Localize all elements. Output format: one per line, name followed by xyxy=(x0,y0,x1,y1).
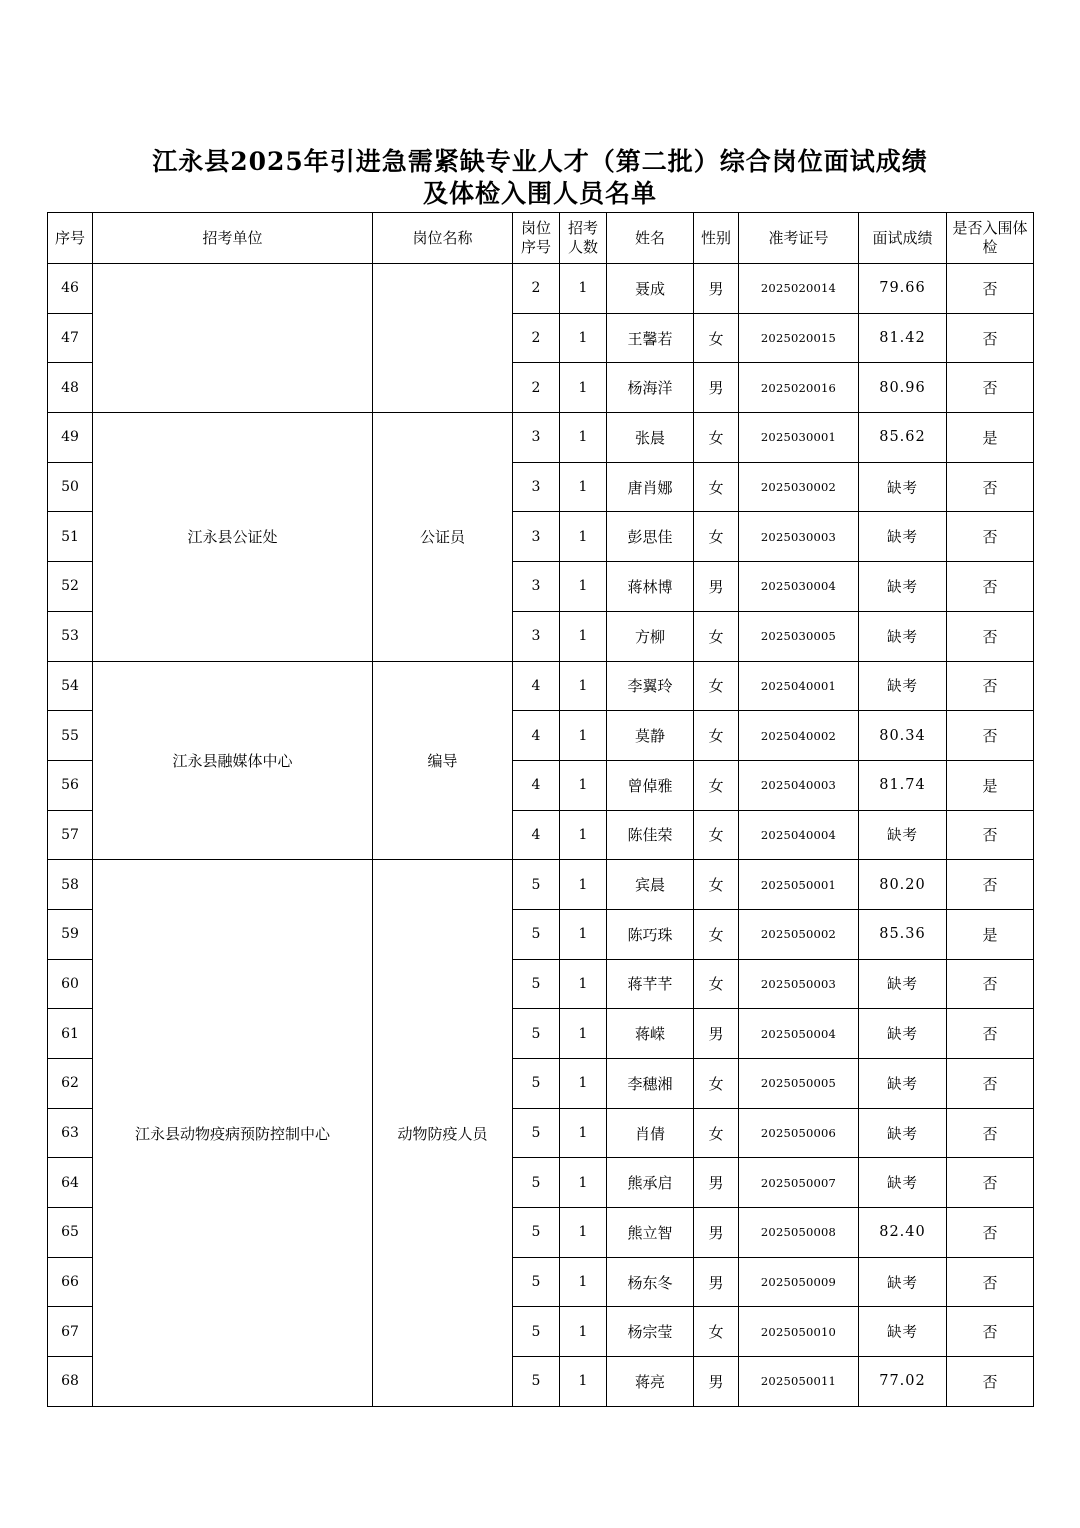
cell-position-number: 5 xyxy=(513,959,560,1009)
header-quota-line-1: 招考 xyxy=(567,219,598,237)
cell-exam-number: 2025050011 xyxy=(739,1357,859,1407)
cell-position-number: 5 xyxy=(513,1059,560,1109)
cell-shortlisted: 是 xyxy=(947,760,1034,810)
cell-gender: 女 xyxy=(694,313,739,363)
cell-seq: 56 xyxy=(48,760,93,810)
cell-position-number: 2 xyxy=(513,264,560,314)
cell-name: 曾倬雅 xyxy=(607,760,694,810)
cell-quota: 1 xyxy=(560,264,607,314)
cell-shortlisted: 否 xyxy=(947,1307,1034,1357)
cell-quota: 1 xyxy=(560,413,607,463)
cell-position xyxy=(373,264,513,413)
cell-quota: 1 xyxy=(560,1108,607,1158)
cell-quota: 1 xyxy=(560,1009,607,1059)
cell-exam-number: 2025050003 xyxy=(739,959,859,1009)
cell-exam-number: 2025040003 xyxy=(739,760,859,810)
cell-seq: 49 xyxy=(48,413,93,463)
cell-score: 缺考 xyxy=(859,611,947,661)
cell-name: 莫静 xyxy=(607,711,694,761)
cell-score: 缺考 xyxy=(859,810,947,860)
cell-shortlisted: 否 xyxy=(947,959,1034,1009)
cell-name: 肖倩 xyxy=(607,1108,694,1158)
table-row xyxy=(48,661,1034,711)
cell-unit: 江永县公证处 xyxy=(93,413,373,661)
cell-gender: 男 xyxy=(694,1357,739,1407)
cell-seq: 67 xyxy=(48,1307,93,1357)
cell-seq: 59 xyxy=(48,909,93,959)
table-body xyxy=(48,264,1034,1407)
cell-quota: 1 xyxy=(560,909,607,959)
cell-name: 陈佳荣 xyxy=(607,810,694,860)
header-unit: 招考单位 xyxy=(93,213,373,264)
header-name: 姓名 xyxy=(607,213,694,264)
cell-exam-number: 2025040002 xyxy=(739,711,859,761)
cell-exam-number: 2025030001 xyxy=(739,413,859,463)
cell-seq: 68 xyxy=(48,1357,93,1407)
cell-shortlisted: 否 xyxy=(947,313,1034,363)
cell-shortlisted: 否 xyxy=(947,711,1034,761)
cell-position-number: 3 xyxy=(513,562,560,612)
cell-score: 缺考 xyxy=(859,1108,947,1158)
cell-seq: 63 xyxy=(48,1108,93,1158)
header-shortlisted xyxy=(947,213,1034,264)
cell-name: 蒋嵘 xyxy=(607,1009,694,1059)
cell-score: 缺考 xyxy=(859,959,947,1009)
cell-gender: 女 xyxy=(694,512,739,562)
cell-score: 缺考 xyxy=(859,661,947,711)
cell-gender: 女 xyxy=(694,760,739,810)
cell-gender: 女 xyxy=(694,1307,739,1357)
cell-exam-number: 2025020015 xyxy=(739,313,859,363)
cell-seq: 51 xyxy=(48,512,93,562)
cell-gender: 男 xyxy=(694,1009,739,1059)
cell-score: 缺考 xyxy=(859,462,947,512)
cell-name: 熊立智 xyxy=(607,1208,694,1258)
cell-position: 动物防疫人员 xyxy=(373,860,513,1407)
cell-gender: 女 xyxy=(694,1108,739,1158)
cell-position-number: 4 xyxy=(513,711,560,761)
cell-score: 缺考 xyxy=(859,512,947,562)
cell-position: 公证员 xyxy=(373,413,513,661)
cell-shortlisted: 否 xyxy=(947,462,1034,512)
cell-gender: 女 xyxy=(694,1059,739,1109)
header-position: 岗位名称 xyxy=(373,213,513,264)
table-row xyxy=(48,860,1034,910)
header-position-number-line-2: 序号 xyxy=(520,238,551,256)
cell-exam-number: 2025020014 xyxy=(739,264,859,314)
cell-position-number: 5 xyxy=(513,1009,560,1059)
cell-shortlisted: 否 xyxy=(947,562,1034,612)
cell-position-number: 5 xyxy=(513,909,560,959)
cell-seq: 47 xyxy=(48,313,93,363)
cell-quota: 1 xyxy=(560,512,607,562)
cell-gender: 女 xyxy=(694,462,739,512)
table-row xyxy=(48,413,1034,463)
cell-quota: 1 xyxy=(560,810,607,860)
cell-seq: 52 xyxy=(48,562,93,612)
cell-score: 缺考 xyxy=(859,1059,947,1109)
cell-name: 蒋林博 xyxy=(607,562,694,612)
header-quota xyxy=(560,213,607,264)
cell-shortlisted: 否 xyxy=(947,860,1034,910)
cell-position-number: 4 xyxy=(513,810,560,860)
cell-gender: 女 xyxy=(694,711,739,761)
cell-quota: 1 xyxy=(560,711,607,761)
cell-gender: 男 xyxy=(694,264,739,314)
cell-gender: 女 xyxy=(694,810,739,860)
header-quota-line-2: 人数 xyxy=(567,238,598,256)
cell-score: 79.66 xyxy=(859,264,947,314)
cell-gender: 男 xyxy=(694,363,739,413)
cell-unit: 江永县融媒体中心 xyxy=(93,661,373,860)
cell-gender: 女 xyxy=(694,959,739,1009)
cell-name: 杨东冬 xyxy=(607,1257,694,1307)
header-gender: 性别 xyxy=(694,213,739,264)
cell-name: 蒋芊芊 xyxy=(607,959,694,1009)
cell-exam-number: 2025030003 xyxy=(739,512,859,562)
cell-seq: 50 xyxy=(48,462,93,512)
cell-shortlisted: 否 xyxy=(947,512,1034,562)
header-position-number-line-1: 岗位 xyxy=(520,219,551,237)
cell-exam-number: 2025020016 xyxy=(739,363,859,413)
cell-gender: 女 xyxy=(694,860,739,910)
cell-score: 缺考 xyxy=(859,1158,947,1208)
cell-quota: 1 xyxy=(560,1158,607,1208)
cell-quota: 1 xyxy=(560,1307,607,1357)
cell-gender: 女 xyxy=(694,611,739,661)
cell-name: 李翼玲 xyxy=(607,661,694,711)
cell-seq: 55 xyxy=(48,711,93,761)
cell-shortlisted: 否 xyxy=(947,264,1034,314)
cell-score: 80.96 xyxy=(859,363,947,413)
cell-exam-number: 2025050005 xyxy=(739,1059,859,1109)
cell-score: 缺考 xyxy=(859,1009,947,1059)
cell-seq: 58 xyxy=(48,860,93,910)
cell-position-number: 4 xyxy=(513,760,560,810)
cell-name: 蒋亮 xyxy=(607,1357,694,1407)
cell-quota: 1 xyxy=(560,1257,607,1307)
cell-name: 熊承启 xyxy=(607,1158,694,1208)
cell-position-number: 3 xyxy=(513,462,560,512)
document-title-line-1: 江永县2025年引进急需紧缺专业人才（第二批）综合岗位面试成绩 xyxy=(152,147,928,176)
cell-seq: 64 xyxy=(48,1158,93,1208)
cell-position-number: 3 xyxy=(513,413,560,463)
cell-score: 缺考 xyxy=(859,1257,947,1307)
cell-quota: 1 xyxy=(560,860,607,910)
cell-name: 方柳 xyxy=(607,611,694,661)
cell-name: 陈巧珠 xyxy=(607,909,694,959)
cell-quota: 1 xyxy=(560,313,607,363)
cell-quota: 1 xyxy=(560,1208,607,1258)
cell-exam-number: 2025050004 xyxy=(739,1009,859,1059)
cell-shortlisted: 是 xyxy=(947,413,1034,463)
document-title-line-2: 及体检入围人员名单 xyxy=(422,179,657,208)
cell-name: 杨海洋 xyxy=(607,363,694,413)
cell-score: 77.02 xyxy=(859,1357,947,1407)
table-header-row xyxy=(48,213,1034,264)
header-shortlisted-line-2: 检 xyxy=(982,238,998,256)
cell-gender: 女 xyxy=(694,413,739,463)
cell-shortlisted: 否 xyxy=(947,1158,1034,1208)
header-shortlisted-line-1: 是否入围体 xyxy=(952,219,1028,237)
cell-quota: 1 xyxy=(560,562,607,612)
cell-position-number: 5 xyxy=(513,1357,560,1407)
cell-gender: 男 xyxy=(694,1208,739,1258)
cell-seq: 46 xyxy=(48,264,93,314)
cell-gender: 男 xyxy=(694,1158,739,1208)
cell-position-number: 5 xyxy=(513,1108,560,1158)
cell-name: 聂成 xyxy=(607,264,694,314)
cell-position-number: 3 xyxy=(513,512,560,562)
cell-gender: 女 xyxy=(694,909,739,959)
cell-seq: 62 xyxy=(48,1059,93,1109)
cell-exam-number: 2025050002 xyxy=(739,909,859,959)
cell-exam-number: 2025050001 xyxy=(739,860,859,910)
results-table xyxy=(47,212,1034,1407)
cell-quota: 1 xyxy=(560,661,607,711)
cell-position-number: 5 xyxy=(513,1158,560,1208)
cell-position-number: 4 xyxy=(513,661,560,711)
cell-quota: 1 xyxy=(560,959,607,1009)
cell-name: 唐肖娜 xyxy=(607,462,694,512)
cell-seq: 65 xyxy=(48,1208,93,1258)
cell-exam-number: 2025030005 xyxy=(739,611,859,661)
cell-seq: 60 xyxy=(48,959,93,1009)
cell-score: 80.34 xyxy=(859,711,947,761)
cell-name: 李穗湘 xyxy=(607,1059,694,1109)
cell-shortlisted: 否 xyxy=(947,810,1034,860)
header-exam-number: 准考证号 xyxy=(739,213,859,264)
cell-name: 张晨 xyxy=(607,413,694,463)
cell-name: 杨宗莹 xyxy=(607,1307,694,1357)
cell-score: 缺考 xyxy=(859,1307,947,1357)
cell-name: 王馨若 xyxy=(607,313,694,363)
cell-gender: 女 xyxy=(694,661,739,711)
cell-seq: 48 xyxy=(48,363,93,413)
cell-score: 82.40 xyxy=(859,1208,947,1258)
cell-shortlisted: 否 xyxy=(947,1208,1034,1258)
cell-quota: 1 xyxy=(560,363,607,413)
cell-seq: 54 xyxy=(48,661,93,711)
cell-exam-number: 2025040004 xyxy=(739,810,859,860)
cell-quota: 1 xyxy=(560,760,607,810)
cell-unit: 江永县动物疫病预防控制中心 xyxy=(93,860,373,1407)
header-seq: 序号 xyxy=(48,213,93,264)
cell-shortlisted: 是 xyxy=(947,909,1034,959)
cell-seq: 53 xyxy=(48,611,93,661)
cell-position-number: 5 xyxy=(513,860,560,910)
cell-exam-number: 2025040001 xyxy=(739,661,859,711)
cell-position-number: 3 xyxy=(513,611,560,661)
cell-score: 85.62 xyxy=(859,413,947,463)
cell-score: 81.74 xyxy=(859,760,947,810)
cell-position-number: 2 xyxy=(513,313,560,363)
cell-position-number: 5 xyxy=(513,1257,560,1307)
cell-name: 彭思佳 xyxy=(607,512,694,562)
cell-shortlisted: 否 xyxy=(947,1009,1034,1059)
cell-quota: 1 xyxy=(560,1059,607,1109)
cell-exam-number: 2025050008 xyxy=(739,1208,859,1258)
cell-shortlisted: 否 xyxy=(947,611,1034,661)
cell-position: 编导 xyxy=(373,661,513,860)
cell-position-number: 5 xyxy=(513,1307,560,1357)
cell-seq: 57 xyxy=(48,810,93,860)
cell-quota: 1 xyxy=(560,462,607,512)
cell-exam-number: 2025050007 xyxy=(739,1158,859,1208)
cell-score: 缺考 xyxy=(859,562,947,612)
cell-score: 85.36 xyxy=(859,909,947,959)
header-score: 面试成绩 xyxy=(859,213,947,264)
cell-seq: 61 xyxy=(48,1009,93,1059)
cell-shortlisted: 否 xyxy=(947,661,1034,711)
cell-quota: 1 xyxy=(560,611,607,661)
cell-score: 81.42 xyxy=(859,313,947,363)
cell-name: 宾晨 xyxy=(607,860,694,910)
cell-exam-number: 2025050010 xyxy=(739,1307,859,1357)
cell-shortlisted: 否 xyxy=(947,1108,1034,1158)
cell-exam-number: 2025050006 xyxy=(739,1108,859,1158)
cell-position-number: 5 xyxy=(513,1208,560,1258)
cell-gender: 男 xyxy=(694,562,739,612)
cell-gender: 男 xyxy=(694,1257,739,1307)
cell-position-number: 2 xyxy=(513,363,560,413)
cell-shortlisted: 否 xyxy=(947,1257,1034,1307)
table-row xyxy=(48,264,1034,314)
cell-score: 80.20 xyxy=(859,860,947,910)
cell-shortlisted: 否 xyxy=(947,1357,1034,1407)
cell-unit xyxy=(93,264,373,413)
cell-exam-number: 2025030002 xyxy=(739,462,859,512)
cell-quota: 1 xyxy=(560,1357,607,1407)
cell-shortlisted: 否 xyxy=(947,363,1034,413)
cell-shortlisted: 否 xyxy=(947,1059,1034,1109)
cell-exam-number: 2025030004 xyxy=(739,562,859,612)
header-position-number xyxy=(513,213,560,264)
cell-exam-number: 2025050009 xyxy=(739,1257,859,1307)
cell-seq: 66 xyxy=(48,1257,93,1307)
